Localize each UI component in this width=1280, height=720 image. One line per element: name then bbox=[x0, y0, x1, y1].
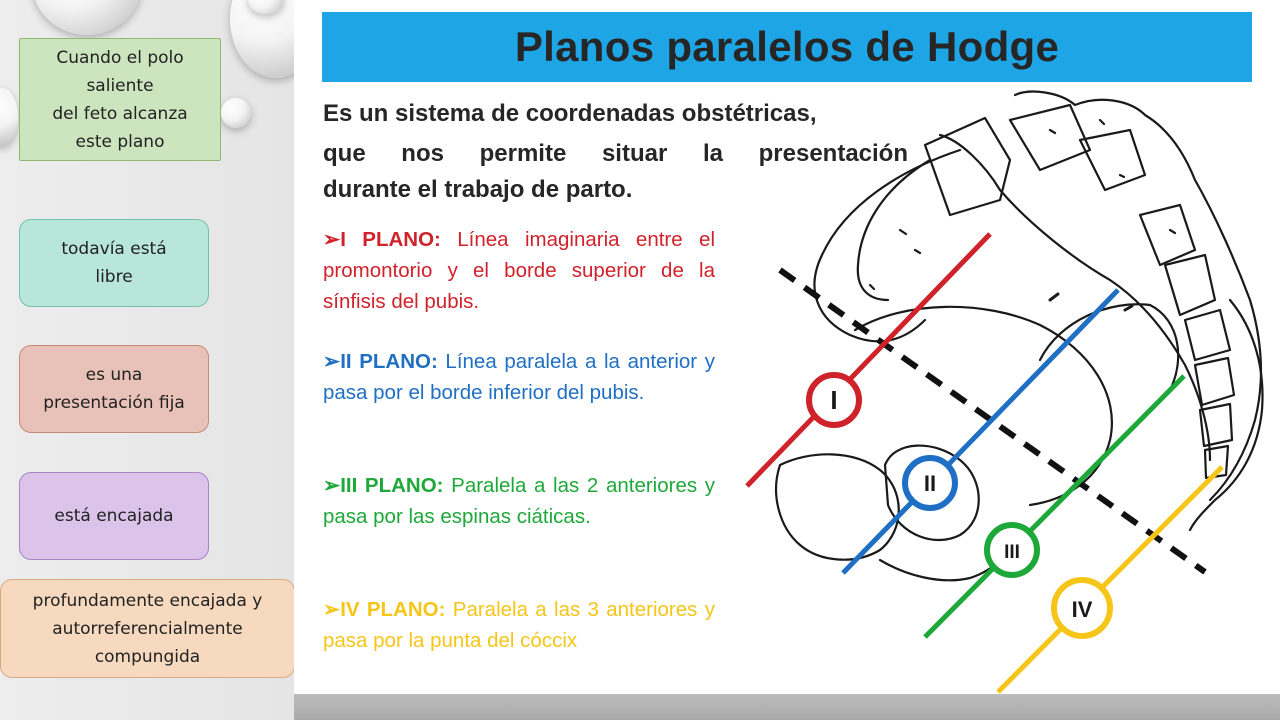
pubis-outline bbox=[776, 454, 899, 559]
plane-marker-label-IV: IV bbox=[1071, 597, 1093, 622]
plane-line-II bbox=[843, 290, 1118, 573]
plane-marker-label-II: II bbox=[923, 471, 937, 496]
plane-marker-label-I: I bbox=[830, 385, 838, 415]
plane-marker-label-III: III bbox=[1004, 542, 1020, 563]
plane-item-I bbox=[323, 224, 715, 317]
plane-item-III bbox=[323, 470, 715, 532]
vertebra-body bbox=[1200, 404, 1232, 446]
side-box-text: es una presentación fija bbox=[43, 365, 185, 413]
arrow-bullet-icon: ➢ bbox=[323, 350, 341, 373]
plane-description: Paralela a las 3 anteriores y pasa por la punta del cóccix bbox=[323, 598, 715, 652]
pelvis-diagram bbox=[720, 85, 1280, 694]
side-box-text: profundamente encajada y autorreferencialmente compungida bbox=[32, 590, 263, 667]
decorative-bubble bbox=[221, 98, 251, 128]
plane-description: Paralela a las 2 anteriores y pasa por las espinas ciáticas. bbox=[323, 474, 715, 528]
arrow-bullet-icon: ➢ bbox=[323, 228, 341, 251]
vertebra-body bbox=[1140, 205, 1195, 265]
vertebra-body bbox=[1165, 255, 1215, 315]
side-box-cuando bbox=[19, 38, 221, 161]
plane-line-IV bbox=[998, 467, 1222, 692]
vertebra-body bbox=[1080, 130, 1145, 190]
vertebra-body bbox=[1010, 105, 1090, 170]
side-box-profundamente bbox=[0, 579, 295, 678]
page-title: Planos paralelos de Hodge bbox=[514, 23, 1060, 70]
arrow-bullet-icon: ➢ bbox=[323, 598, 341, 621]
intro-line: durante el trabajo de parto. bbox=[323, 176, 633, 203]
decorative-bubble bbox=[32, 0, 142, 35]
side-box-text: todavía está libre bbox=[61, 239, 167, 287]
plane-label: IV PLANO: bbox=[340, 598, 446, 621]
side-box-text: está encajada bbox=[54, 506, 174, 526]
vertebra-body bbox=[1195, 358, 1234, 405]
title-bar bbox=[322, 12, 1252, 82]
vertebra-body bbox=[925, 118, 1010, 215]
side-box-fija bbox=[19, 345, 209, 433]
decorative-bubble bbox=[0, 88, 18, 146]
arrow-bullet-icon: ➢ bbox=[323, 474, 341, 497]
plane-description: Línea paralela a la anterior y pasa por el borde inferior del pubis. bbox=[323, 350, 715, 404]
intro-line: que nos permite situar la presentación bbox=[323, 140, 908, 167]
intro-line: Es un sistema de coordenadas obstétricas, bbox=[323, 100, 817, 127]
plane-item-II bbox=[323, 346, 715, 408]
side-box-libre bbox=[19, 219, 209, 307]
bottom-bar bbox=[294, 694, 1280, 720]
vertebra-body bbox=[1185, 310, 1230, 360]
plane-description: Línea imaginaria entre el promontorio y el borde superior de la sínfisis del pubis. bbox=[323, 228, 715, 313]
side-box-text: Cuando el polo saliente del feto alcanza este plano bbox=[52, 47, 188, 152]
plane-item-IV bbox=[323, 594, 715, 656]
plane-label: I PLANO: bbox=[340, 228, 441, 251]
plane-label: III PLANO: bbox=[340, 474, 444, 497]
side-box-encajada bbox=[19, 472, 209, 560]
plane-label: II PLANO: bbox=[340, 350, 438, 373]
